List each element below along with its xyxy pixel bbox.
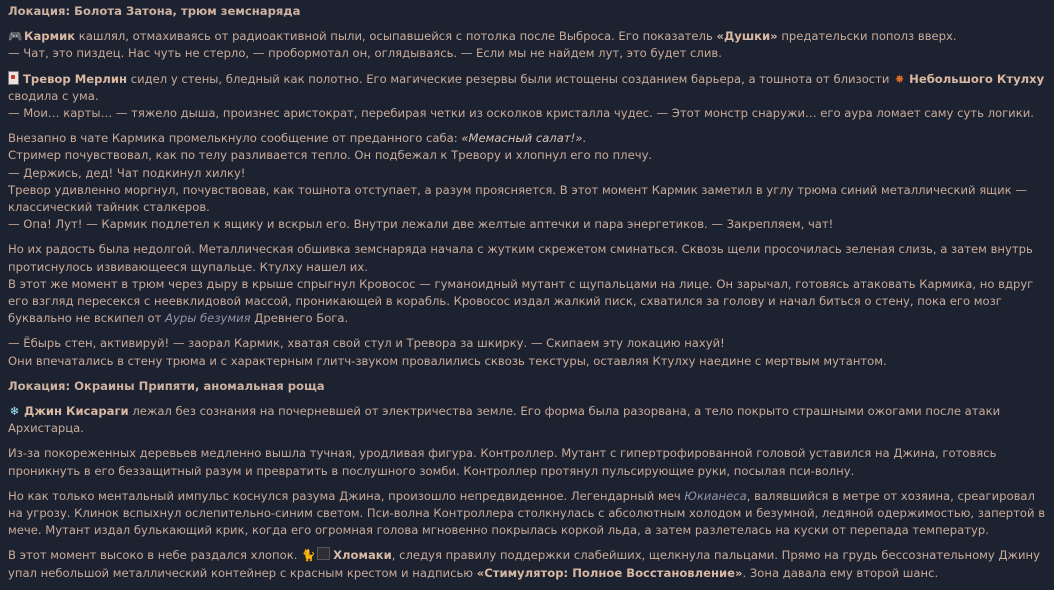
playing-card-icon [8,71,19,85]
sword-name: Юкианеса [684,488,747,503]
octopus-icon: ✸ [894,71,905,86]
paragraph-chat-heal: Внезапно в чате Кармика промелькнуло сообщение от преданного саба: «Мемасный салат!». Стример почувствовал, как по телу разливается тепло. Он подбежал к Тревору и хлопнул его по плечу. — Держись, дед! Чат подкинул хилку! Тревор удивленно моргнул, почувствовав, как тошнота отступает, а разум проясняется. В этот момент Кармик заметил в углу трюма синий металлический ящик — классический тайник сталкеров. — Опа! Лут! — Кармик подлетел к ящику и вскрыл его. Внутри лежали две желтые аптечки и пара энергетиков. — Закрепляем, чат! [8,131,1027,232]
cat-icon: 🐈 [301,548,316,563]
paragraph-sword: Но как только ментальный импульс коснулся разума Джина, произошло непредвиденное. Легендарный меч Юкианеса, валявшийся в метре от хозяина, среагировал на угрозу. Клинок вспыхнул ослепительно-синим светом. Пси-волна Контроллера столкнулась с абсолютным холодом и безумной, ледяной одержимостью, запертой в мече. Мутант издал булькающий крик, когда его огромная голова мгновенно покрылась коркой льда, а затем разлетелась на куски от перепада температур. [8,488,1046,538]
character-name-trevor: Тревор Мерлин [23,71,128,86]
story-log [8,3,1046,590]
paragraph-hlomaki: В этот момент высоко в небе раздался хлопок. 🐈 Хломаки, следуя правилу поддержки слабейших, щелкнула пальцами. Прямо на грудь бессознательному Джину упал небольшой металлический контейнер с красным крестом и надписью «Стимулятор: Полное Восстановление». Зона давала ему второй шанс. [8,548,1040,580]
location-heading-swamp: Локация: Болота Затона, трюм земснаряда [8,4,301,18]
chat-message: «Мемасный салат!» [461,131,583,146]
snowflake-icon: ❄ [9,404,20,419]
paragraph-cthulhu: Но их радость была недолгой. Металлическая обшивка земснаряда начала с жутким скрежетом сминаться. Сквозь щели просочилась зеленая слизь, а затем внутрь протиснулось извивающееся щупальце. Ктулху нашел их. В этот же момент в трюм через дыру в крыше спрыгнул Кровосос — гуманоидный мутант с щупальцами на лице. Он зарычал, готовясь атаковать Кармика, но вдруг его взгляд пересекся с неевклидовой массой, проникающей в корабль. Кровосос издал жалкий писк, схватился за голову и начал биться о стену, пока его мозг буквально не вскипел от Ауры безумия Древнего Бога. [8,242,1034,326]
character-name-hlomaki: Хломаки [333,548,392,563]
paragraph-controller: Из-за покореженных деревьев медленно вышла тучная, уродливая фигура. Контроллер. Мутант с гипертрофированной головой уставился на Джина, готовясь проникнуть в его беззащитный разум и превратить в послушного зомби. Контроллер протянул пульсирующие руки, посылая пси-волну. [8,446,997,478]
aura-name: Ауры безумия [165,311,251,326]
stat-name: «Душки» [716,29,778,44]
character-name-karmik: Кармик [24,29,76,44]
paragraph-karmik: 🎮 Кармик кашлял, отмахиваясь от радиоактивной пыли, осыпавшейся с потолка после Выброса. Его показатель «Душки» предательски пополз вверх. — Чат, это пиздец. Нас чуть не стерло, — пробормотал он, оглядываясь. — Если мы не найдем лут, это будет слив. [8,29,957,61]
paragraph-trevor: Тревор Мерлин сидел у стены, бледный как полотно. Его магические резервы были истощены созданием барьера, а тошнота от близости ✸ Небольшого Ктулху сводила с ума. — Мои… карты… — тяжело дыша, произнес аристократ, перебирая четки из осколков кристалла чудес. — Этот монстр снаружи… его аура ломает саму суть логики. [8,71,1045,121]
black-square-icon [317,547,330,560]
monster-name-cthulhu: Небольшого Ктулху [909,71,1045,86]
location-heading-pripyat: Локация: Окраины Припяти, аномальная роща [8,378,325,393]
paragraph-escape: — Ёбырь стен, активируй! — заорал Кармик, хватая свой стул и Тревора за шкирку. — Скипаем эту локацию нахуй! Они впечатались в стену трюма и с характерным глитч-звуком провалились сквозь текстуры, оставляя Ктулху наедине с мертвым мутантом. [8,336,887,368]
container-label: «Стимулятор: Полное Восстановление» [476,565,743,580]
character-name-jin: Джин Кисараги [24,404,129,419]
gamepad-icon: 🎮 [8,29,23,44]
paragraph-jin: ❄ Джин Кисараги лежал без сознания на почерневшей от электричества земле. Его форма была разорвана, а тело покрыто страшными ожогами после атаки Архистарца. [8,404,1001,436]
